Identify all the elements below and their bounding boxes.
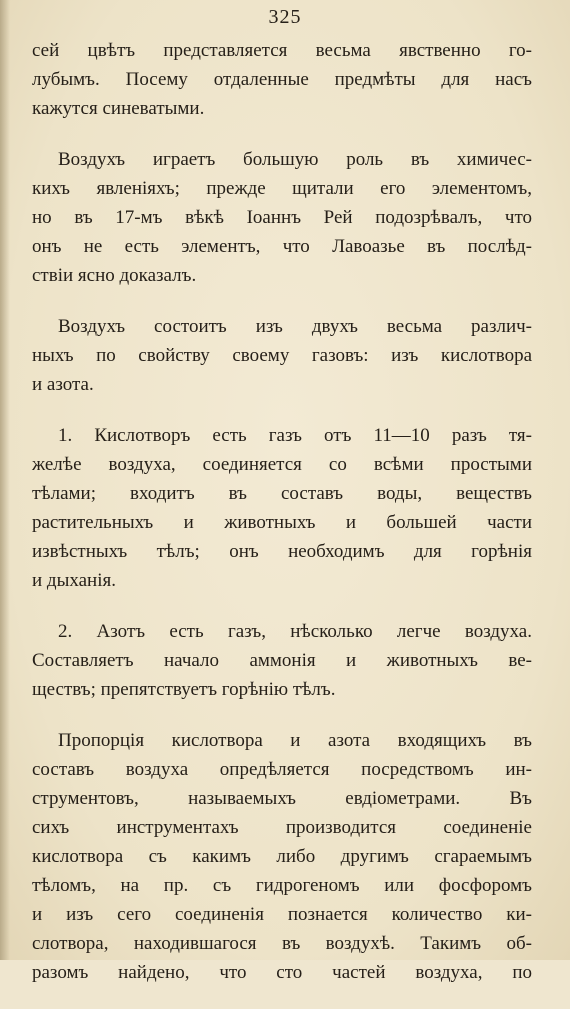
text-line: кислотвора съ какимъ либо другимъ сгараемымъ [32, 846, 532, 867]
text-line: и дыханія. [32, 570, 116, 591]
text-line: извѣстныхъ тѣлъ; онъ необходимъ для горѣнія [32, 541, 532, 562]
text-line: сей цвѣтъ представляется весьма явственно го- [32, 40, 532, 61]
text-line: кихъ явленіяхъ; прежде щитали его элементомъ, [32, 178, 532, 199]
page-content [32, 36, 532, 1009]
page-number: 325 [268, 6, 302, 28]
text-line: слотвора, находившагося въ воздухѣ. Такимъ об- [32, 933, 532, 954]
text-line: лубымъ. Посему отдаленные предмѣты для насъ [32, 69, 532, 90]
text-line: желѣе воздуха, соединяется со всѣми простыми [32, 454, 532, 475]
text-line: 2. Азотъ есть газъ, нѣсколько легче воздуха. [58, 621, 532, 642]
text-line: струментовъ, называемыхъ евдіометрами. Въ [32, 788, 532, 809]
paragraph-5 [32, 617, 532, 704]
paragraph-3 [32, 312, 532, 399]
text-line: тѣломъ, на пр. съ гидрогеномъ или фосфоромъ [32, 875, 532, 896]
text-line: составъ воздуха опредѣляется посредствомъ ин- [32, 759, 532, 780]
text-line: и азота. [32, 374, 94, 395]
text-line: Воздухъ состоитъ изъ двухъ весьма различ- [58, 316, 532, 337]
text-line: разомъ найдено, что сто частей воздуха, по [32, 962, 532, 983]
paragraph-4 [32, 421, 532, 595]
text-line: и изъ сего соединенія познается количество ки- [32, 904, 532, 925]
text-line: Пропорція кислотвора и азота входящихъ въ [58, 730, 532, 751]
text-line: ныхъ по свойству своему газовъ: изъ кислотвора [32, 345, 532, 366]
text-line: онъ не есть элементъ, что Лавоазье въ послѣд- [32, 236, 532, 257]
text-line: тѣлами; входитъ въ составъ воды, веществъ [32, 483, 532, 504]
text-line: сихъ инструментахъ производится соединеніе [32, 817, 532, 838]
text-line: растительныхъ и животныхъ и большей части [32, 512, 532, 533]
page-spine-shadow [0, 0, 10, 960]
text-line: ществъ; препятствуетъ горѣнію тѣлъ. [32, 679, 336, 700]
text-line: кажутся синеватыми. [32, 98, 205, 119]
text-line: ствіи ясно доказалъ. [32, 265, 197, 286]
text-line: Воздухъ играетъ большую роль въ химичес- [58, 149, 532, 170]
text-line: 1. Кислотворъ есть газъ отъ 11—10 разъ тя- [58, 425, 532, 446]
paragraph-2 [32, 145, 532, 290]
text-line: Составляетъ начало аммонія и животныхъ ве- [32, 650, 532, 671]
paragraph-6 [32, 726, 532, 987]
paragraph-1 [32, 36, 532, 123]
text-line: но въ 17-мъ вѣкѣ Іоаннъ Рей подозрѣвалъ, что [32, 207, 532, 228]
